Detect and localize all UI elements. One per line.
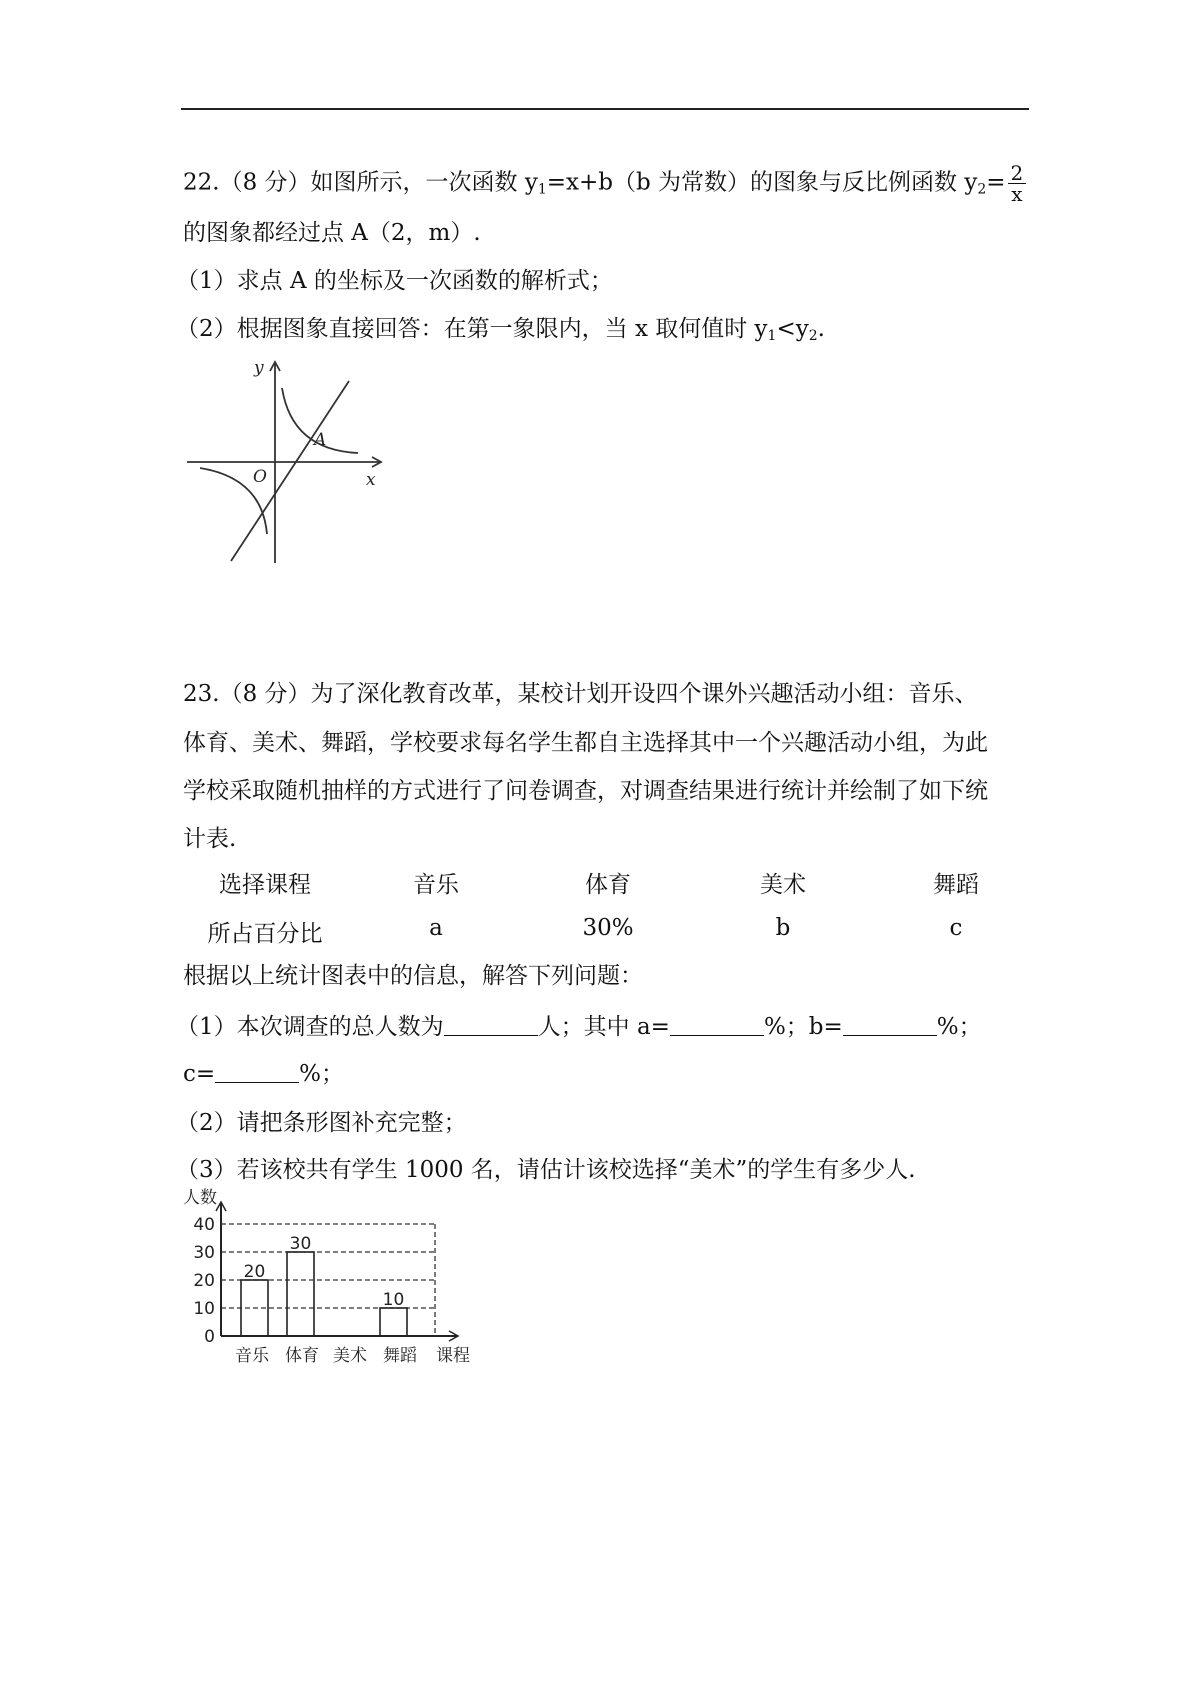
x-tick-label: 体育 — [285, 1346, 319, 1366]
function-graph — [187, 362, 381, 563]
answer-blank-total[interactable] — [444, 1013, 538, 1036]
table-header-cell: 音乐 — [413, 872, 459, 898]
table-header-cell: 体育 — [585, 872, 631, 898]
q23-part1-cont: c= %； — [183, 1061, 345, 1087]
x-tick-label: 音乐 — [235, 1346, 269, 1366]
x-axis-title: 课程 — [436, 1346, 470, 1366]
y-axis-label: y — [254, 358, 264, 378]
q23-intro: 根据以上统计图表中的信息，解答下列问题： — [183, 963, 643, 989]
table-cell: c — [949, 915, 963, 941]
y-tick-label: 0 — [204, 1327, 215, 1347]
table-cell: 所占百分比 — [207, 921, 323, 947]
table-cell: 30% — [582, 915, 634, 941]
q23-line1: 23.（8 分）为了深化教育改革，某校计划开设四个课外兴趣活动小组：音乐、 — [183, 681, 978, 707]
x-tick-label: 舞蹈 — [383, 1346, 417, 1366]
q22-line2: 的图象都经过点 A（2，m）. — [183, 220, 481, 246]
y-tick-label: 40 — [193, 1215, 215, 1235]
table-header-cell: 美术 — [760, 872, 806, 898]
bar — [287, 1252, 314, 1336]
bar-value-label: 10 — [382, 1290, 405, 1310]
table-header-cell: 选择课程 — [219, 872, 311, 898]
q23-line2: 体育、美术、舞蹈，学校要求每名学生都自主选择其中一个兴趣活动小组，为此 — [183, 730, 988, 756]
x-axis-label: x — [366, 470, 376, 490]
y-axis-title: 人数 — [183, 1188, 217, 1208]
y-tick-label: 20 — [193, 1271, 215, 1291]
q23-part2: （2）请把条形图补充完整； — [176, 1110, 467, 1136]
q23-part1: （1）本次调查的总人数为 人；其中 a= %；b= %； — [176, 1014, 982, 1040]
table-header-cell: 舞蹈 — [933, 872, 979, 898]
q23-part3: （3）若该校共有学生 1000 名，请估计该校选择“美术”的学生有多少人. — [176, 1157, 916, 1183]
bar-chart — [183, 1188, 470, 1366]
point-a-label: A — [314, 430, 327, 450]
q22-part2: （2）根据图象直接回答：在第一象限内，当 x 取何值时 $y_1<y_2$. — [176, 316, 825, 344]
bar — [380, 1308, 407, 1336]
q23-line4: 计表. — [183, 826, 237, 852]
table-cell: b — [775, 915, 791, 941]
linear-function-line — [231, 381, 349, 561]
fraction: $\frac{2}{x}$ — [1008, 163, 1027, 204]
q22-line1: 22.（8 分）如图所示，一次函数 $y_1=x+b(b$ 为常数）的图象与反比例函数 $y_2=$ $\frac{2}{x}$ — [183, 163, 1026, 205]
q22-part1: （1）求点 A 的坐标及一次函数的解析式； — [176, 268, 613, 294]
answer-blank-c[interactable] — [215, 1060, 299, 1083]
answer-blank-b[interactable] — [843, 1013, 937, 1036]
y-tick-label: 10 — [193, 1299, 215, 1319]
q23-line3: 学校采取随机抽样的方式进行了问卷调查，对调查结果进行统计并绘制了如下统 — [183, 778, 988, 804]
answer-blank-a[interactable] — [670, 1013, 764, 1036]
bar-value-label: 20 — [243, 1262, 266, 1282]
table-cell: a — [429, 915, 443, 941]
y-tick-label: 30 — [193, 1243, 215, 1263]
x-tick-label: 美术 — [333, 1346, 367, 1366]
origin-label: O — [253, 467, 267, 487]
bar-value-label: 30 — [289, 1234, 312, 1254]
